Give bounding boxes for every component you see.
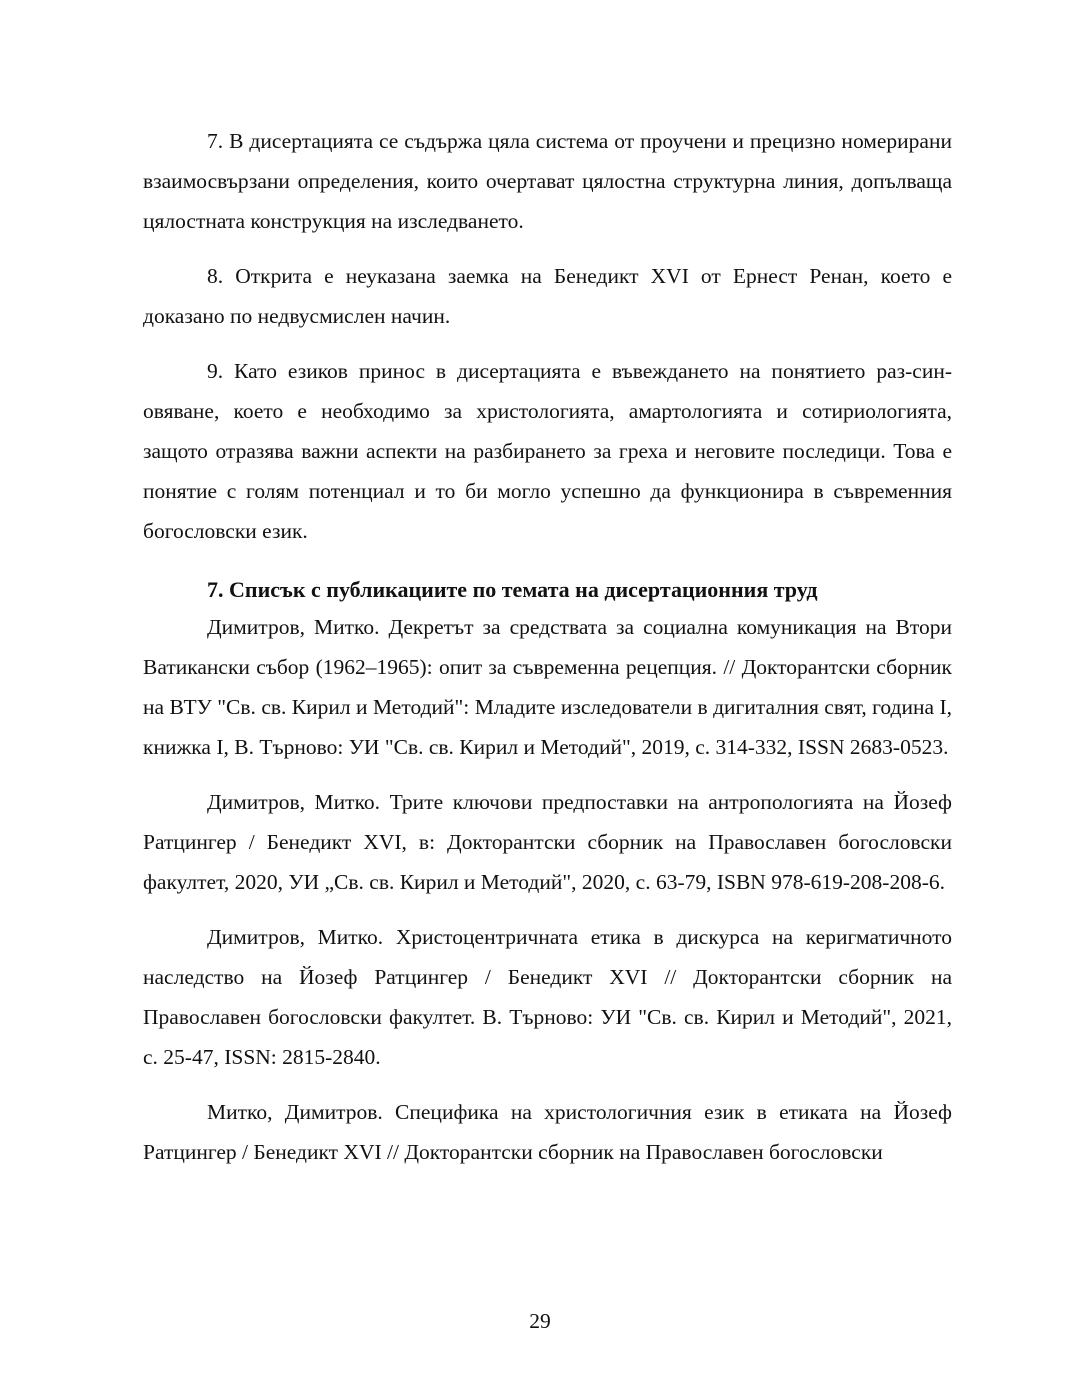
publication-entry-2: Димитров, Митко. Трите ключови предпоставки на антропологията на Йозеф Ратцингер / Бенедикт XVI, в: Докторантски сборник на Православен богословски факултет, 2020, УИ „Св. св. Кирил и Методий", 2020, с. 63-79, ISBN 978-619-208-208-6. (143, 790, 952, 894)
page-body (143, 121, 952, 1172)
contribution-8-paragraph: 8. Открита е неуказана заемка на Бенедикт XVI от Ернест Ренан, което е доказано по недвусмислен начин. (143, 264, 952, 328)
publication-entry-3: Димитров, Митко. Христоцентричната етика в дискурса на керигматичното наследство на Йозеф Ратцингер / Бенедикт XVI // Докторантски сборник на Православен богословски факултет. В. Търново: УИ "Св. св. Кирил и Методий", 2021, с. 25-47, ISSN: 2815-2840. (143, 925, 952, 1069)
contribution-9-paragraph: 9. Като езиков принос в дисертацията е въвеждането на понятието раз-син-овяване, което е необходимо за христологията, амартологията и сотириологията, защото отразява важни аспекти на разбирането за греха и неговите последици. Това е понятие с голям потенциал и то би могло успешно да функционира в съвременния богословски език. (143, 359, 952, 543)
publication-entry-4: Митко, Димитров. Специфика на христологичния език в етиката на Йозеф Ратцингер / Бенедикт XVI // Докторантски сборник на Православен богословски (143, 1100, 952, 1164)
publication-entry-1: Димитров, Митко. Декретът за средствата за социална комуникация на Втори Ватикански събор (1962–1965): опит за съвременна рецепция. // Докторантски сборник на ВТУ "Св. св. Кирил и Методий": Младите изследователи в дигиталния свят, година I, книжка I, В. Търново: УИ "Св. св. Кирил и Методий", 2019, с. 314-332, ISSN 2683-0523. (143, 615, 952, 759)
contribution-7-paragraph: 7. В дисертацията се съдържа цяла система от проучени и прецизно номерирани взаимосвързани определения, които очертават цялостна структурна линия, допълваща цялостната конструкция на изследването. (143, 129, 952, 233)
publications-section-heading: 7. Списък с публикациите по темата на дисертационния труд (207, 577, 818, 602)
page-number: 29 (529, 1309, 551, 1333)
